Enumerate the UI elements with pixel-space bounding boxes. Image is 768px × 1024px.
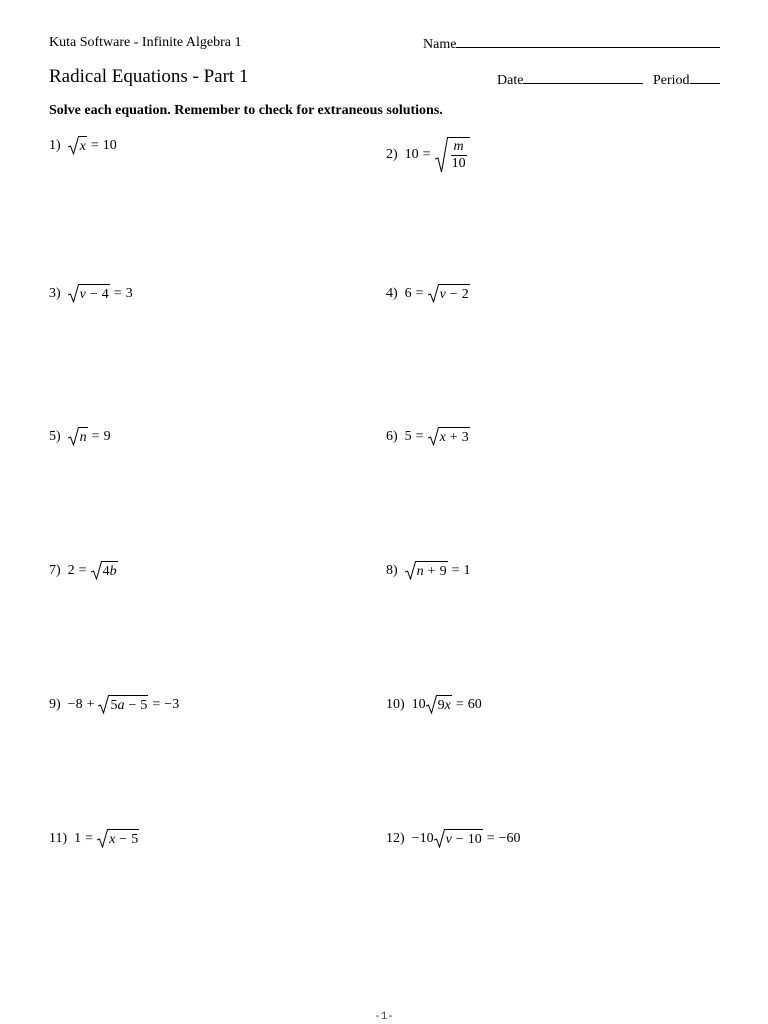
radical [68, 136, 87, 155]
problem-number: 11) [49, 830, 68, 846]
problem-number: 6) [386, 428, 398, 444]
radical-sign-icon [426, 695, 437, 714]
problem-number: 1) [49, 137, 61, 153]
radical [426, 695, 452, 714]
radical [435, 137, 470, 173]
radicand-variable: a [117, 698, 125, 713]
radicand-operator: − [449, 287, 458, 302]
radical-sign-icon [97, 829, 108, 848]
radical [91, 561, 118, 580]
problem-number: 10) [386, 696, 405, 712]
problem-number: 5) [49, 428, 61, 444]
radicand-constant: 5 [140, 698, 148, 713]
period-label: Period [653, 73, 690, 88]
rhs: −60 [498, 830, 521, 846]
period-blank [690, 71, 720, 84]
equals-sign: = [91, 428, 100, 444]
radicand-variable: b [109, 564, 117, 579]
problem-1 [49, 136, 117, 155]
problem-7 [49, 561, 118, 580]
problem-12 [386, 829, 521, 848]
coefficient: −10 [411, 830, 434, 846]
rhs: 9 [103, 428, 111, 444]
worksheet-title: Radical Equations - Part 1 [49, 66, 249, 87]
rhs: 3 [125, 285, 133, 301]
equals-sign: = [486, 830, 495, 846]
radical-sign-icon [91, 561, 102, 580]
radicand-operator: − [119, 832, 128, 847]
pre-term: −8 [67, 696, 83, 712]
radical [434, 829, 483, 848]
radicand-variable: v [79, 287, 86, 302]
radicand-constant: 2 [461, 287, 469, 302]
radical-sign-icon [428, 427, 439, 446]
radicand-constant: 4 [101, 287, 109, 302]
radical [68, 284, 110, 303]
denominator: 10 [451, 156, 466, 171]
radicand-coefficient: 5 [110, 698, 118, 713]
radicand-variable: x [439, 430, 446, 445]
problem-3 [49, 284, 133, 303]
equals-sign: = [415, 428, 424, 444]
rhs: −3 [164, 696, 180, 712]
rhs: 10 [102, 137, 117, 153]
problem-11 [49, 829, 139, 848]
lhs: 1 [74, 830, 82, 846]
problem-4 [386, 284, 470, 303]
problem-9 [49, 695, 179, 714]
radicand-operator: − [455, 832, 464, 847]
radical-sign-icon [428, 284, 439, 303]
equals-sign: = [451, 562, 460, 578]
page-number: -1- [374, 1011, 394, 1023]
radical [405, 561, 448, 580]
lhs: 6 [404, 285, 412, 301]
problem-6 [386, 427, 470, 446]
equals-sign: = [455, 696, 464, 712]
rhs: 1 [463, 562, 471, 578]
radical-sign-icon [68, 427, 79, 446]
equals-sign: = [113, 285, 122, 301]
radical-sign-icon [434, 829, 445, 848]
lhs: 2 [67, 562, 75, 578]
radical [428, 284, 470, 303]
radicand-operator: + [427, 564, 436, 579]
date-field [497, 71, 643, 89]
radical-sign-icon [98, 695, 109, 714]
numerator: m [451, 139, 467, 156]
radical-sign-icon [68, 136, 79, 155]
radical [97, 829, 139, 848]
name-blank [456, 35, 720, 48]
radicand: x [79, 139, 86, 154]
radicand-coefficient: 4 [102, 564, 110, 579]
radical-sign-icon [435, 137, 448, 173]
problem-2 [386, 137, 470, 173]
equals-sign: = [78, 562, 87, 578]
name-field [423, 35, 720, 53]
problem-number: 2) [386, 147, 398, 162]
radicand-variable: v [445, 832, 452, 847]
radical-sign-icon [68, 284, 79, 303]
coefficient: 10 [411, 696, 426, 712]
radical [68, 427, 88, 446]
equals-sign: = [415, 285, 424, 301]
radicand-operator: − [89, 287, 98, 302]
period-field [653, 71, 720, 89]
radicand-constant: 3 [461, 430, 469, 445]
instructions: Solve each equation. Remember to check for extraneous solutions. [49, 103, 443, 118]
equals-sign: = [90, 137, 99, 153]
problem-number: 12) [386, 830, 405, 846]
rhs: 60 [467, 696, 482, 712]
radicand-variable: v [439, 287, 446, 302]
equals-sign: = [422, 147, 431, 162]
problem-8 [386, 561, 470, 580]
problem-5 [49, 427, 111, 446]
lhs: 5 [404, 428, 412, 444]
radicand-variable: n [416, 564, 424, 579]
radicand-constant: 10 [467, 832, 482, 847]
radicand: n [79, 430, 87, 445]
date-label: Date [497, 73, 524, 88]
problem-10 [386, 695, 482, 714]
radicand-constant: 9 [439, 564, 447, 579]
radical [428, 427, 470, 446]
name-label: Name [423, 37, 457, 52]
problem-number: 9) [49, 696, 61, 712]
radicand-coefficient: 9 [437, 698, 445, 713]
equals-sign: = [85, 830, 94, 846]
date-blank [523, 71, 643, 84]
lhs: 10 [404, 147, 419, 162]
radicand-operator: − [128, 698, 137, 713]
radicand-constant: 5 [131, 832, 139, 847]
problem-number: 3) [49, 285, 61, 301]
radical [98, 695, 148, 714]
radicand-variable: x [109, 832, 116, 847]
problem-number: 7) [49, 562, 61, 578]
problem-number: 4) [386, 285, 398, 301]
software-label: Kuta Software - Infinite Algebra 1 [49, 35, 242, 50]
plus-sign: + [86, 696, 95, 712]
radicand-variable: x [444, 698, 451, 713]
fraction [449, 139, 469, 172]
radicand-operator: + [449, 430, 458, 445]
problem-number: 8) [386, 562, 398, 578]
radical-sign-icon [405, 561, 416, 580]
equals-sign: = [152, 696, 161, 712]
